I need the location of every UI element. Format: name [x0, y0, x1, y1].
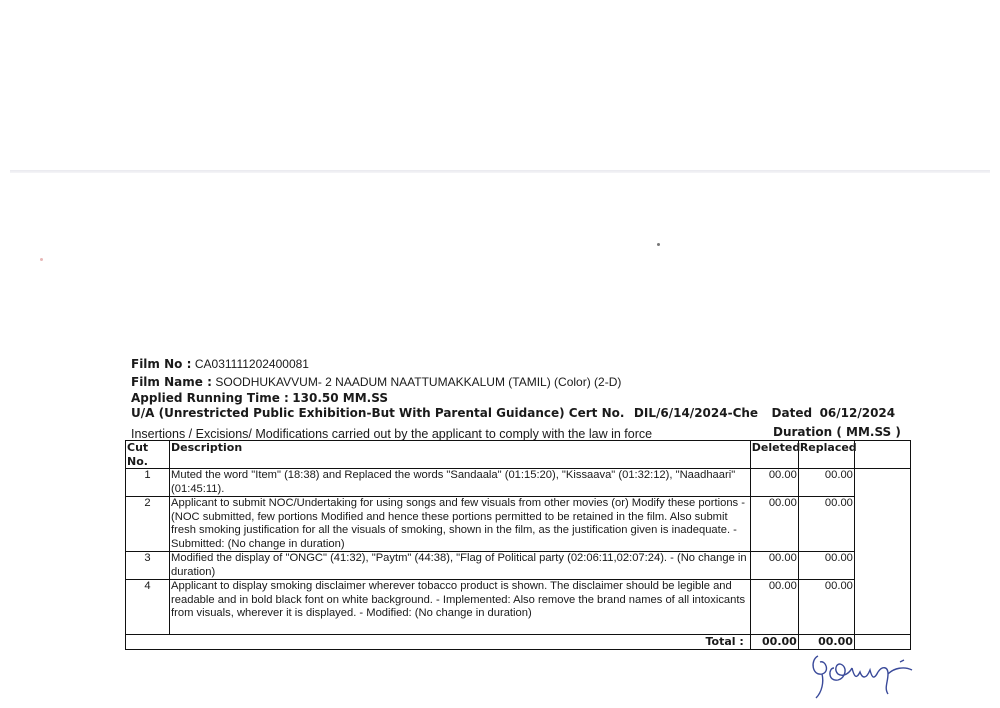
- replaced-cell: 00.00: [798, 469, 854, 497]
- film-no-label: Film No :: [131, 357, 192, 371]
- certificate-text: U/A (Unrestricted Public Exhibition-But With Parental Guidance) Cert No.: [131, 406, 625, 420]
- description-cell: Applicant to submit NOC/Undertaking for using songs and few visuals from other movies (or) Modify these portions - (NOC submitted, few portions Modified and hence these portions permitted to be retained in the film. Also submit fresh smoking justification for all the visuals of smoking, shown in the film, as the justification given is inadequate. - Submitted: (No change in duration): [170, 497, 751, 552]
- scan-edge-band: [10, 170, 990, 173]
- scan-speck: [40, 258, 43, 261]
- certificate-line: [131, 406, 895, 420]
- film-no-value: CA031111202400081: [194, 357, 309, 371]
- header-deleted: Deleted: [750, 441, 798, 469]
- insertions-heading: Insertions / Excisions/ Modifications carried out by the applicant to comply with the law in force: [131, 427, 653, 441]
- header-empty: [854, 441, 910, 469]
- running-time-value: 130.50 MM.SS: [292, 391, 388, 405]
- cut-no-cell: 4: [126, 580, 170, 635]
- certificate-number: DIL/6/14/2024-Che: [633, 406, 759, 420]
- deleted-cell: 00.00: [750, 497, 798, 552]
- film-name-value: SOODHUKAVVUM- 2 NAADUM NAATTUMAKKALUM (TAMIL) (Color) (2-D): [215, 375, 622, 389]
- description-cell: Applicant to display smoking disclaimer wherever tobacco product is shown. The disclaimer should be legible and readable and in bold black font on white background. - Implemented: Also remove the brand names of all intoxicants from visuals, wherever it is displayed. - Modified: (No change in duration): [170, 580, 751, 635]
- table-header-row: [126, 441, 911, 469]
- film-name-label: Film Name :: [131, 375, 212, 389]
- dated-label: Dated: [771, 406, 813, 420]
- table-row: [126, 552, 911, 580]
- deleted-cell: 00.00: [750, 580, 798, 635]
- extra-cell: [854, 552, 910, 580]
- dated-value: 06/12/2024: [819, 406, 896, 420]
- running-time-label: Applied Running Time :: [131, 391, 289, 405]
- deleted-cell: 00.00: [750, 469, 798, 497]
- total-deleted: 00.00: [750, 635, 798, 650]
- cut-no-cell: 2: [126, 497, 170, 552]
- duration-heading-text: Duration ( MM.SS ): [773, 425, 901, 439]
- replaced-cell: 00.00: [798, 580, 854, 635]
- header-cut-no: Cut No.: [126, 441, 170, 469]
- header-replaced: Replaced: [798, 441, 854, 469]
- film-name-line: [131, 375, 621, 389]
- replaced-cell: 00.00: [798, 497, 854, 552]
- extra-cell: [854, 580, 910, 635]
- deleted-cell: 00.00: [750, 552, 798, 580]
- total-label: Total :: [126, 635, 751, 650]
- table-row: [126, 469, 911, 497]
- table-row: [126, 497, 911, 552]
- cut-no-cell: 1: [126, 469, 170, 497]
- cuts-table: [125, 440, 911, 650]
- running-time-line: [131, 391, 388, 405]
- film-no-line: [131, 357, 309, 371]
- total-replaced: 00.00: [798, 635, 854, 650]
- extra-cell: [854, 497, 910, 552]
- cut-no-cell: 3: [126, 552, 170, 580]
- description-cell: Muted the word "Item" (18:38) and Replaced the words "Sandaala" (01:15:20), "Kissaava" (01:32:12), "Naadhaari" (01:45:11).: [170, 469, 751, 497]
- scan-speck: [657, 243, 660, 246]
- header-description: Description: [170, 441, 751, 469]
- description-cell: Modified the display of "ONGC" (41:32), "Paytm" (44:38), "Flag of Political party (02:06:11,02:07:24). - (No change in duration): [170, 552, 751, 580]
- total-row: [126, 635, 911, 650]
- duration-heading: [773, 425, 901, 439]
- extra-cell: [854, 469, 910, 497]
- replaced-cell: 00.00: [798, 552, 854, 580]
- table-row: [126, 580, 911, 635]
- signature: [808, 648, 923, 703]
